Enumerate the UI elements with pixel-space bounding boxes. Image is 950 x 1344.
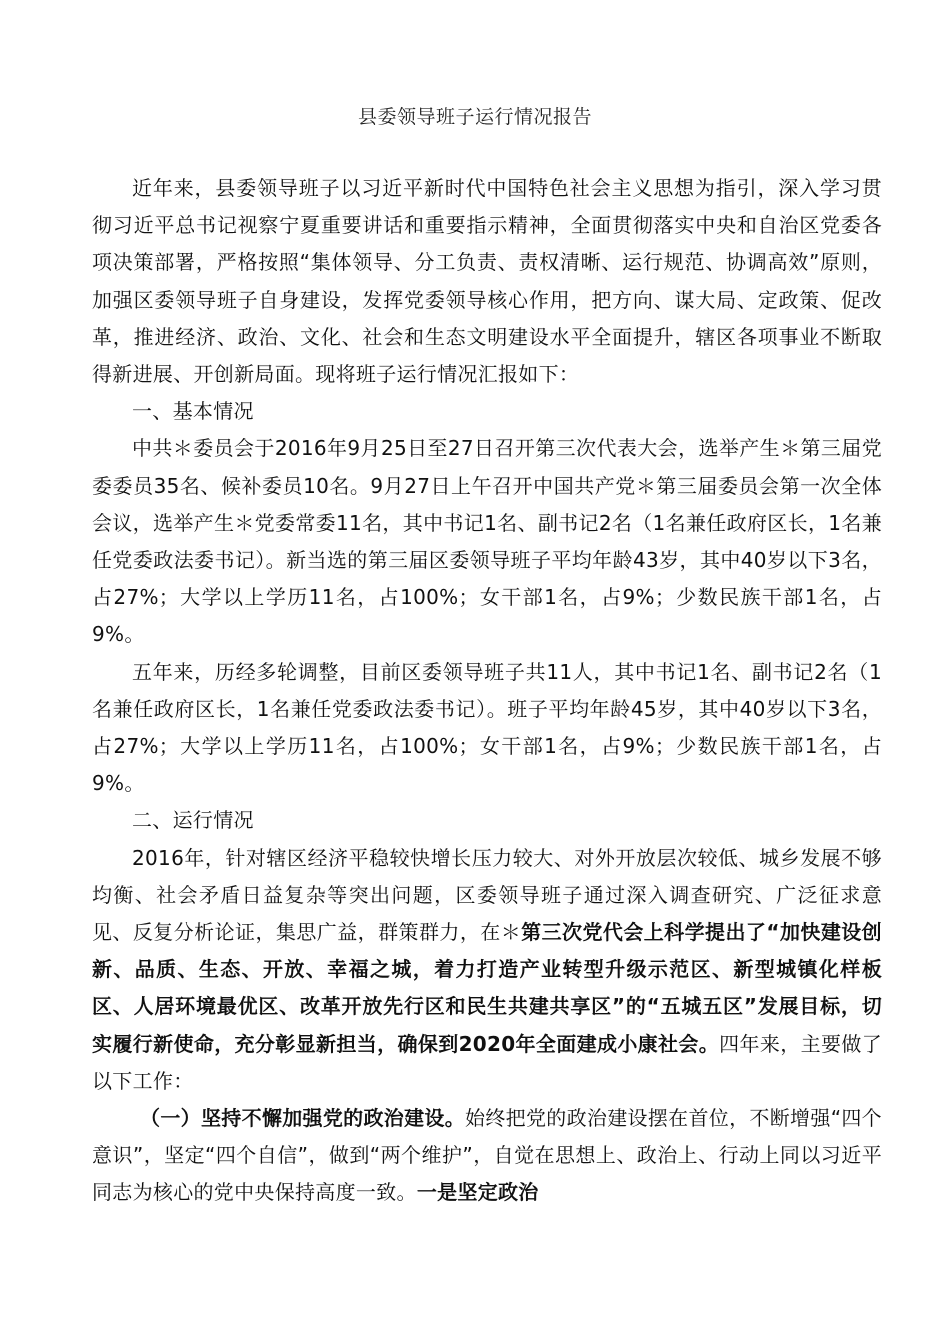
document-body [92,170,882,1212]
operation-tail-text: 四年来，主要做了以下工作： [92,1031,882,1093]
section-heading-operation: 二、运行情况 [132,808,254,833]
basic-paragraph-2: 五年来，历经多轮调整，目前区委领导班子共11人，其中书记1名、副书记2名（1名兼任政府区长，1名兼任党委政法委书记）。班子平均年龄45岁，其中40岁以下3名，占27%；大学以上学历11名，占100%；女干部1名，占9%；少数民族干部1名，占9%。 [92,659,882,796]
operation-text: 2016年，针对辖区经济平稳较快增长压力较大、对外开放层次较低、城乡发展不够均衡、社会矛盾日益复杂等突出问题，区委领导班子通过深入调查研究、广泛征求意见、反复分析论证，集思广益，群策群力，在＊ [92,845,882,945]
operation-bold-text: 第三次党代会上科学提出了“加快建设创新、品质、生态、开放、幸福之城，着力打造产业转型升级示范区、新型城镇化样板区、人居环境最优区、改革开放先行区和民生共建共享区”的“五城五区”发展目标，切实履行新使命，充分彰显新担当，确保到2020年全面建成小康社会。 [92,920,882,1056]
basic-paragraph-1: 中共＊委员会于2016年9月25日至27日召开第三次代表大会，选举产生＊第三届党委委员35名、候补委员10名。9月27日上午召开中国共产党＊第三届委员会第一次全体会议，选举产生＊党委常委11名，其中书记1名、副书记2名（1名兼任政府区长，1名兼任党委政法委书记）。新当选的第三届区委领导班子平均年龄43岁，其中40岁以下3名，占27%；大学以上学历11名，占100%；女干部1名，占9%；少数民族干部1名，占9%。 [92,436,882,647]
section-heading-basic: 一、基本情况 [132,399,254,424]
subsection-text: 始终把党的政治建设摆在首位，不断增强“四个意识”，坚定“四个自信”，做到“两个维护”，自觉在思想上、政治上、行动上同以习近平同志为核心的党中央保持高度一致。 [92,1106,882,1205]
operation-paragraph-1 [92,840,882,1100]
subsection-bold-tail: 一是坚定政治 [416,1180,539,1205]
intro-paragraph: 近年来，县委领导班子以习近平新时代中国特色社会主义思想为指引，深入学习贯彻习近平总书记视察宁夏重要讲话和重要指示精神，全面贯彻落实中央和自治区党委各项决策部署，严格按照“集体领导、分工负责、责权清晰、运行规范、协调高效”原则，加强区委领导班子自身建设，发挥党委领导核心作用，把方向、谋大局、定政策、促改革，推进经济、政治、文化、社会和生态文明建设水平全面提升，辖区各项事业不断取得新进展、开创新局面。现将班子运行情况汇报如下： [92,176,882,387]
page-title: 县委领导班子运行情况报告 [357,106,592,128]
subsection-heading: （一）坚持不懈加强党的政治建设。 [140,1106,466,1131]
subsection-paragraph-1 [92,1100,882,1212]
